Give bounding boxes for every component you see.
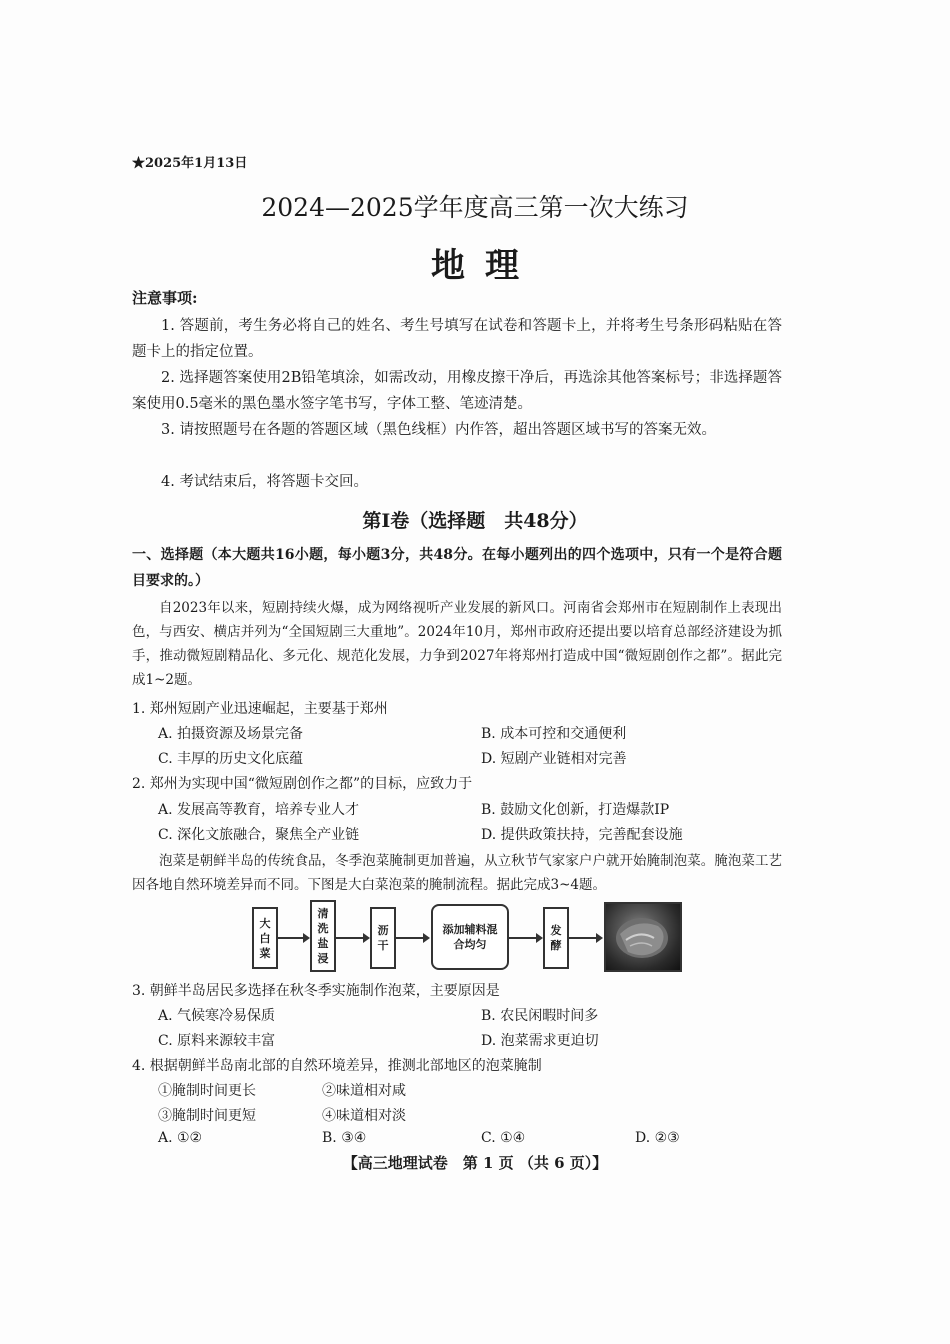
q3-option-c: C. 原料来源较丰富	[158, 1033, 276, 1049]
q1-option-d: D. 短剧产业链相对完善	[481, 751, 627, 767]
passage-1: 自2023年以来，短剧持续火爆，成为网络视听产业发展的新风口。河南省会郑州市在短剧制作上表现出色，与西安、横店并列为“全国短剧三大重地”。2024年10月，郑州市政府还提出要以培育总部经济建设为抓手，推动微短剧精品化、多元化、规范化发展，力争到2027年将郑州打造成中国“微短剧创作之都”。据此完成1~2题。	[132, 600, 782, 688]
flow-step-add-mix: 添加辅料混合均匀	[431, 904, 509, 970]
subject-title: 地理	[431, 246, 539, 286]
notice-item-4: 4. 考试结束后，将答题卡交回。	[161, 474, 368, 490]
q1-option-b: B. 成本可控和交通便利	[481, 726, 627, 742]
q2-option-d: D. 提供政策扶持，完善配套设施	[481, 827, 683, 843]
notice-heading: 注意事项:	[132, 289, 198, 307]
flow-step-drain: 沥干	[370, 907, 396, 969]
passage-2: 泡菜是朝鲜半岛的传统食品，冬季泡菜腌制更加普遍，从立秋节气家家户户就开始腌制泡菜。腌泡菜工艺因各地自然环境差异而不同。下图是大白菜泡菜的腌制流程。据此完成3~4题。	[132, 853, 782, 893]
section-title: 第Ⅰ卷（选择题 共48分）	[362, 510, 588, 532]
flow-step-wash-salt: 清洗盐浸	[310, 900, 336, 972]
exam-date: ★2025年1月13日	[132, 156, 248, 171]
notice-item-2: 2. 选择题答案使用2B铅笔填涂，如需改动，用橡皮擦干净后，再选涂其他答案标号；非选择题答案使用0.5毫米的黑色墨水签字笔书写，字体工整、笔迹清楚。	[132, 370, 782, 412]
flow-arrow	[509, 937, 541, 939]
flow-arrow	[569, 937, 601, 939]
flow-arrow	[336, 937, 368, 939]
q4-option-b: B. ③④	[322, 1130, 367, 1146]
q4-option-a: A. ①②	[158, 1130, 203, 1146]
q4-statement-4: ④味道相对淡	[322, 1108, 406, 1124]
q2-option-c: C. 深化文旅融合，聚焦全产业链	[158, 827, 360, 843]
question-2-stem: 2. 郑州为实现中国“微短剧创作之都”的目标，应致力于	[132, 776, 473, 792]
q4-statement-1: ①腌制时间更长	[158, 1083, 256, 1099]
flow-step-ferment: 发酵	[543, 907, 569, 969]
notice-item-1: 1. 答题前，考生务必将自己的姓名、考生号填写在试卷和答题卡上，并将考生号条形码粘贴在答题卡上的指定位置。	[132, 318, 782, 360]
q1-option-c: C. 丰厚的历史文化底蕴	[158, 751, 304, 767]
flow-arrow	[278, 937, 308, 939]
page-footer: 【高三地理试卷 第 1 页 （共 6 页）】	[342, 1154, 608, 1172]
section-instruction: 一、选择题（本大题共16小题，每小题3分，共48分。在每小题列出的四个选项中，只有一个是符合题目要求的。）	[132, 547, 782, 589]
q4-option-c: C. ①④	[481, 1130, 526, 1146]
flow-step-cabbage: 大白菜	[252, 907, 278, 969]
q2-option-a: A. 发展高等教育，培养专业人才	[158, 802, 360, 818]
q4-option-d: D. ②③	[635, 1130, 680, 1146]
q4-statement-2: ②味道相对咸	[322, 1083, 406, 1099]
q3-option-a: A. 气候寒冷易保质	[158, 1008, 276, 1024]
question-1-stem: 1. 郑州短剧产业迅速崛起，主要基于郑州	[132, 701, 388, 717]
q4-statement-3: ③腌制时间更短	[158, 1108, 256, 1124]
question-4-stem: 4. 根据朝鲜半岛南北部的自然环境差异，推测北部地区的泡菜腌制	[132, 1058, 542, 1074]
q1-option-a: A. 拍摄资源及场景完备	[158, 726, 304, 742]
q3-option-b: B. 农民闲暇时间多	[481, 1008, 599, 1024]
flow-arrow	[396, 937, 428, 939]
notice-item-3: 3. 请按照题号在各题的答题区域（黑色线框）内作答，超出答题区域书写的答案无效。	[161, 422, 716, 438]
q2-option-b: B. 鼓励文化创新，打造爆款IP	[481, 802, 670, 818]
kimchi-photo	[604, 902, 682, 972]
question-3-stem: 3. 朝鲜半岛居民多选择在秋冬季实施制作泡菜，主要原因是	[132, 983, 500, 999]
exam-title: 2024—2025学年度高三第一次大练习	[261, 193, 689, 222]
q3-option-d: D. 泡菜需求更迫切	[481, 1033, 599, 1049]
